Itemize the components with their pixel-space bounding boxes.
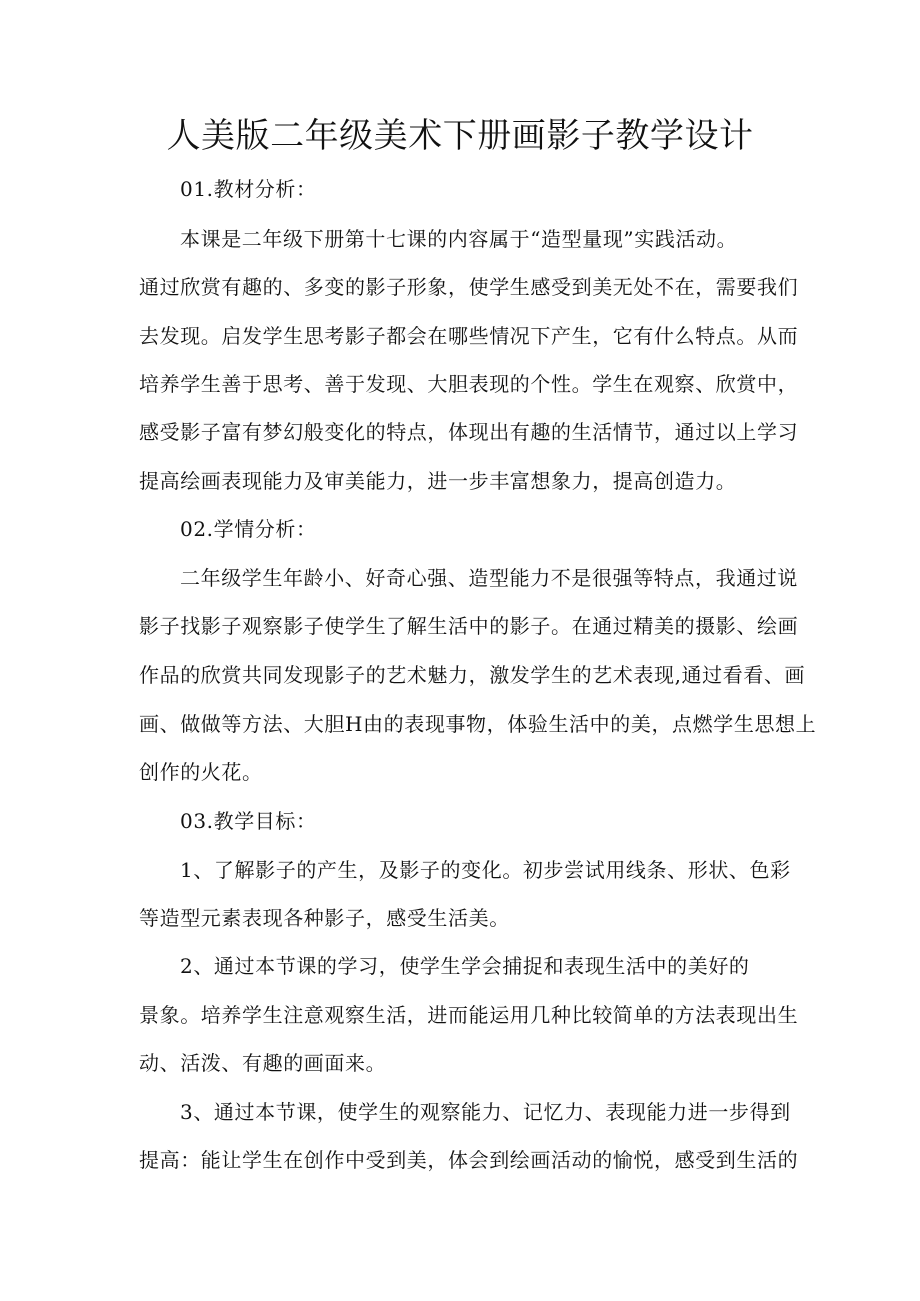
paragraph-line: 去发现。启发学生思考影子都会在哪些情况下产生，它有什么特点。从而 (139, 324, 799, 348)
heading-student-analysis: 02.学情分析： (180, 517, 317, 541)
heading-teaching-goals: 03.教学目标： (180, 809, 317, 833)
goal-1-line: 1、了解影子的产生，及影子的变化。初步尝试用线条、形状、色彩 (180, 858, 791, 882)
paragraph-line: 提高绘画表现能力及审美能力，进一步丰富想象力，提高创造力。 (139, 469, 737, 493)
paragraph-line: 培养学生善于思考、善于发现、大胆表现的个性。学生在观察、欣赏中， (139, 372, 799, 396)
goal-1-line: 等造型元素表现各种影子，感受生活美。 (139, 906, 510, 930)
goal-3-line: 3、通过本节课，使学生的观察能力、记忆力、表现能力进一步得到 (180, 1100, 791, 1124)
goal-2-line: 景象。培养学生注意观察生活，进而能运用几种比较简单的方法表现出生 (139, 1003, 799, 1027)
paragraph-line: 通过欣赏有趣的、多变的影子形象，使学生感受到美无处不在，需要我们 (139, 275, 799, 299)
paragraph-line: 感受影子富有梦幻般变化的特点，体现出有趣的生活情节，通过以上学习 (139, 420, 799, 444)
goal-2-line: 动、活泼、有趣的画面来。 (139, 1051, 387, 1075)
paragraph-line: 影子找影子观察影子使学生了解生活中的影子。在通过精美的摄影、绘画 (139, 614, 799, 638)
paragraph-line: 本课是二年级下册第十七课的内容属于“造型量现”实践活动。 (180, 227, 738, 251)
paragraph-line: 画、做做等方法、大胆H由的表现事物，体验生活中的美，点燃学生思想上 (139, 712, 817, 736)
heading-textbook-analysis: 01.教材分析： (180, 177, 317, 201)
paragraph-line: 创作的火花。 (139, 760, 263, 784)
document-title: 人美版二年级美术下册画影子教学设计 (166, 116, 754, 156)
paragraph-line: 二年级学生年龄小、好奇心强、造型能力不是很强等特点，我通过说 (180, 566, 798, 590)
paragraph-line: 作品的欣赏共同发现影子的艺术魅力，激发学生的艺术表现,通过看看、画 (139, 663, 806, 687)
goal-3-line: 提高：能让学生在创作中受到美，体会到绘画活动的愉悦，感受到生活的 (139, 1148, 799, 1172)
goal-2-line: 2、通过本节课的学习，使学生学会捕捉和表现生活中的美好的 (180, 954, 750, 978)
